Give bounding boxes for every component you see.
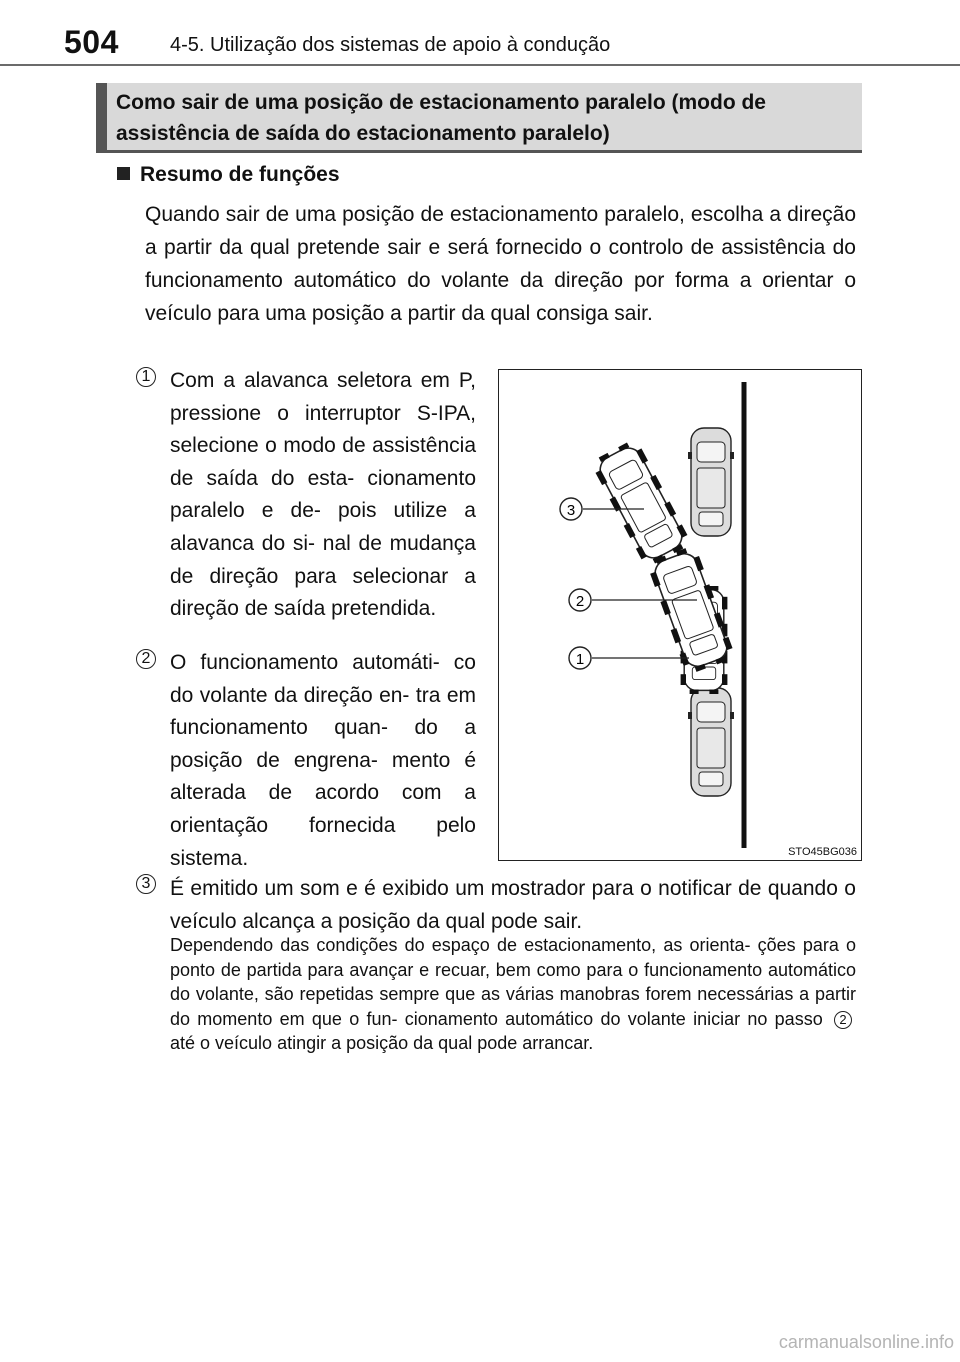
step-number-badge: 1 [136,367,156,387]
note-text-end: até o veículo atingir a posição da qual pode arrancar. [170,1033,594,1054]
section-heading-bar [96,83,107,150]
section-title: Como sair de uma posição de estacionamento paralelo (modo de assistência de saída do estacionamento paralelo) [116,91,766,145]
parked-car-rear [688,688,734,796]
callout-number: 3 [566,502,576,519]
parked-car-front [688,428,734,536]
parking-diagram [499,370,863,862]
note-paragraph [170,933,856,1056]
step-text: Com a alavanca seletora em P, pressione o interruptor S-IPA, selecione o modo de assistência de saída do esta- cionamento paralelo e de- pois utilize a alavanca do si- nal de mudança de direção para selecionar a direção de saída pretendida. [170,369,476,621]
page-header [0,0,960,66]
step-ref-badge: 2 [834,1011,852,1029]
callout-number: 2 [575,593,585,610]
page-number: 504 [64,24,119,60]
chapter-title: 4-5. Utilização dos sistemas de apoio à condução [170,34,611,56]
intro-paragraph: Quando sair de uma posição de estacionamento paralelo, escolha a direção a partir da qual pretende sair e será fornecido o controlo de assistência do funcionamento automático do volante da direção por forma a orientar o veículo para uma posição a partir da qual consiga sair. [145,203,856,325]
note-text: Dependendo das condições do espaço de estacionamento, as orienta- ções para o ponto de partida para avançar e recuar, bem como para o funcionamento automático do volante, são repetidas sempre que as várias manobras forem necessárias a partir do momento em que o fun- cionamento automático do volante iniciar no passo [170,935,856,1029]
figure-code: STO45BG036 [788,846,857,858]
watermark: carmanualsonline.info [778,1332,954,1352]
subsection-title: Resumo de funções [140,163,340,186]
step-number-badge: 3 [136,874,156,894]
step-text: O funcionamento automáti- co do volante da direção en- tra em funcionamento quan- do a posição de engrena- mento é alterada de acordo com a orientação fornecida pelo sistema. [170,651,476,870]
parking-exit-illustration [498,369,862,861]
step-number-badge: 2 [136,649,156,669]
header-divider [0,64,960,66]
step-text: É emitido um som e é exibido um mostrador para o notificar de quando o veículo alcança a posição da qual pode sair. [170,877,856,933]
subsection-heading [117,163,340,187]
square-bullet-icon [117,167,130,180]
section-heading-box [96,83,862,153]
callout-number: 1 [575,651,585,668]
vehicle-exit-position [590,438,692,568]
